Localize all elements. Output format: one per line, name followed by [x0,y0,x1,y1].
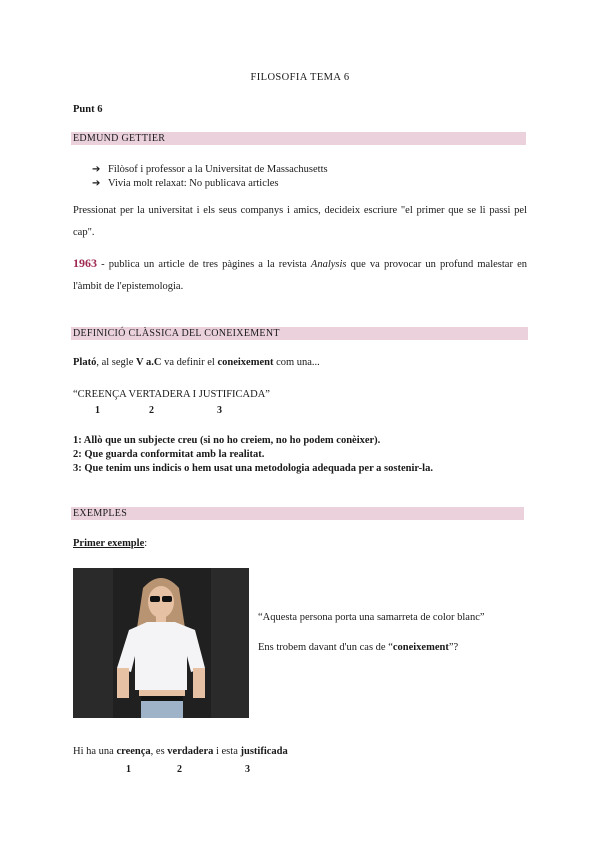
sentence-text: com una... [273,357,320,368]
section-heading-examples: EXEMPLES [71,507,524,520]
plato-sentence [73,357,320,368]
justified-word: justificada [240,746,288,757]
knowledge-word: coneixement [217,357,274,368]
sentence-text: i esta [213,746,241,757]
number-label: 3 [217,405,222,416]
section-heading-definition: DEFINICIÓ CLÀSSICA DEL CONEIXEMENT [71,327,528,340]
paragraph-pressure: Pressionat per la universitat i els seus companys i amics, decideix escriure "el primer que se li passi pel cap". [73,205,527,238]
definition-item: 3: Que tenim uns indicis o hem usat una metodologia adequada per a sostenir-la. [73,463,433,474]
arrow-right-icon: ➔ [92,178,101,189]
year-highlight: 1963 [73,256,97,270]
final-sentence [73,746,288,757]
paragraph-text: - publica un article de tres pàgines a la revista [97,259,311,270]
bullet-list [92,163,328,191]
number-label: 2 [177,764,182,775]
bullet-text: Vivia molt relaxat: No publicava articles [108,178,279,189]
list-item [92,163,328,177]
journal-name: Analysis [310,259,347,270]
punt-label: Punt 6 [73,104,103,115]
example-photo [73,568,249,718]
caption-text: Ens trobem davant d'un cas de “ [258,642,393,653]
century: V a.C [135,357,162,368]
number-label: 1 [126,764,131,775]
definition-item: 1: Allò que un subjecte creu (si no ho creiem, no ho podem conèixer). [73,435,381,446]
knowledge-word: coneixement [392,642,449,653]
sentence-text: Hi ha una [73,746,117,757]
colon: : [144,538,148,549]
number-label: 1 [95,405,100,416]
woman-photo-illustration [73,568,249,718]
number-label: 3 [245,764,250,775]
sentence-text: , al segle [96,357,136,368]
belief-word: creença [116,746,151,757]
plato-name: Plató [73,357,97,368]
arrow-right-icon: ➔ [92,164,101,175]
caption-statement: “Aquesta persona porta una samarreta de color blanc” [258,612,485,623]
definitions-list [73,434,433,476]
definition-quote: “CREENÇA VERTADERA I JUSTIFICADA” [73,389,270,400]
bullet-text: Filòsof i professor a la Universitat de Massachusetts [108,164,328,175]
paragraph-text: que va provocar un profund malestar en l'àmbit de l'epistemologia. [73,259,527,292]
first-example-text: Primer exemple [73,538,145,549]
caption-question [258,642,458,653]
page-title: FILOSOFIA TEMA 6 [250,72,350,83]
caption-text: ”? [448,642,459,653]
definition-item: 2: Que guarda conformitat amb la realitat. [73,449,265,460]
paragraph-1963 [73,252,527,298]
list-item [92,177,328,191]
number-label: 2 [149,405,154,416]
sentence-text: va definir el [161,357,218,368]
true-word: verdadera [167,746,214,757]
section-heading-gettier: EDMUND GETTIER [71,132,526,145]
sentence-text: , es [150,746,168,757]
first-example-label [73,538,147,549]
